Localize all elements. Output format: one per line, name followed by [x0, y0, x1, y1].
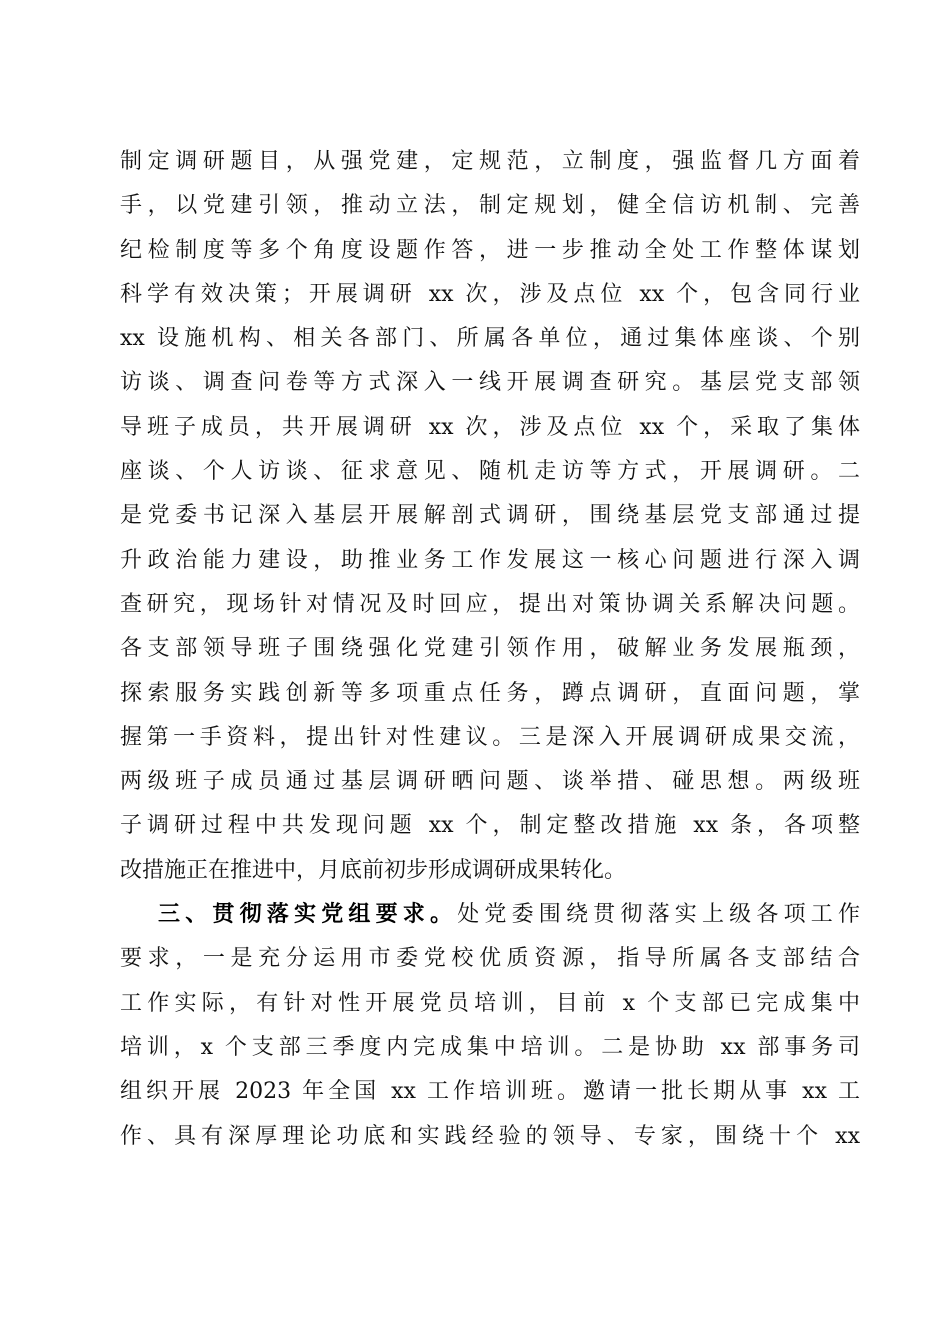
text-run: 处党委围绕贯彻落实上级各项工作 [457, 902, 860, 928]
text-line: 握第一手资料，提出针对性建议。三是深入开展调研成果交流， [120, 724, 860, 750]
text-line: 座谈、个人访谈、征求意见、随机走访等方式，开展调研。二 [120, 459, 860, 485]
paragraph-party-requirements [120, 893, 860, 1159]
section-heading-line [120, 893, 860, 937]
text-line: 组织开展 2023 年全国 xx 工作培训班。邀请一批长期从事 xx 工 [120, 1079, 860, 1105]
text-line: 升政治能力建设，助推业务工作发展这一核心问题进行深入调 [120, 547, 860, 573]
text-line: 两级班子成员通过基层调研晒问题、谈举措、碰思想。两级班 [120, 769, 860, 795]
body-text [120, 140, 860, 1159]
text-line: xx 设施机构、相关各部门、所属各单位，通过集体座谈、个别 [120, 326, 860, 352]
text-line: 是党委书记深入基层开展解剖式调研，围绕基层党支部通过提 [120, 503, 860, 529]
text-line: 纪检制度等多个角度设题作答，进一步推动全处工作整体谋划 [120, 237, 860, 263]
paragraph-research [120, 140, 860, 893]
text-line: 手，以党建引领，推动立法，制定规划，健全信访机制、完善 [120, 193, 860, 219]
text-line: 导班子成员，共开展调研 xx 次，涉及点位 xx 个，采取了集体 [120, 414, 860, 440]
text-line: 各支部领导班子围绕强化党建引领作用，破解业务发展瓶颈， [120, 636, 860, 662]
text-line: 要求，一是充分运用市委党校优质资源，指导所属各支部结合 [120, 946, 860, 972]
text-line: 制定调研题目，从强党建，定规范，立制度，强监督几方面着 [120, 149, 860, 174]
text-line: 作、具有深厚理论功底和实践经验的领导、专家，围绕十个 xx [120, 1123, 860, 1149]
text-line: 访谈、调查问卷等方式深入一线开展调查研究。基层党支部领 [120, 370, 860, 396]
text-line: 工作实际，有针对性开展党员培训，目前 x 个支部已完成集中 [120, 990, 860, 1016]
text-line: 培训，x 个支部三季度内完成集中培训。二是协助 xx 部事务司 [120, 1034, 860, 1060]
section-heading: 三、贯彻落实党组要求。 [158, 902, 458, 928]
text-line: 子调研过程中共发现问题 xx 个，制定整改措施 xx 条，各项整 [120, 813, 860, 839]
text-line: 查研究，现场针对情况及时回应，提出对策协调关系解决问题。 [120, 591, 860, 617]
text-line: 改措施正在推进中，月底前初步形成调研成果转化。 [120, 857, 627, 883]
text-line: 科学有效决策；开展调研 xx 次，涉及点位 xx 个，包含同行业 [120, 281, 860, 307]
text-line: 探索服务实践创新等多项重点任务，蹲点调研，直面问题，掌 [120, 680, 860, 706]
